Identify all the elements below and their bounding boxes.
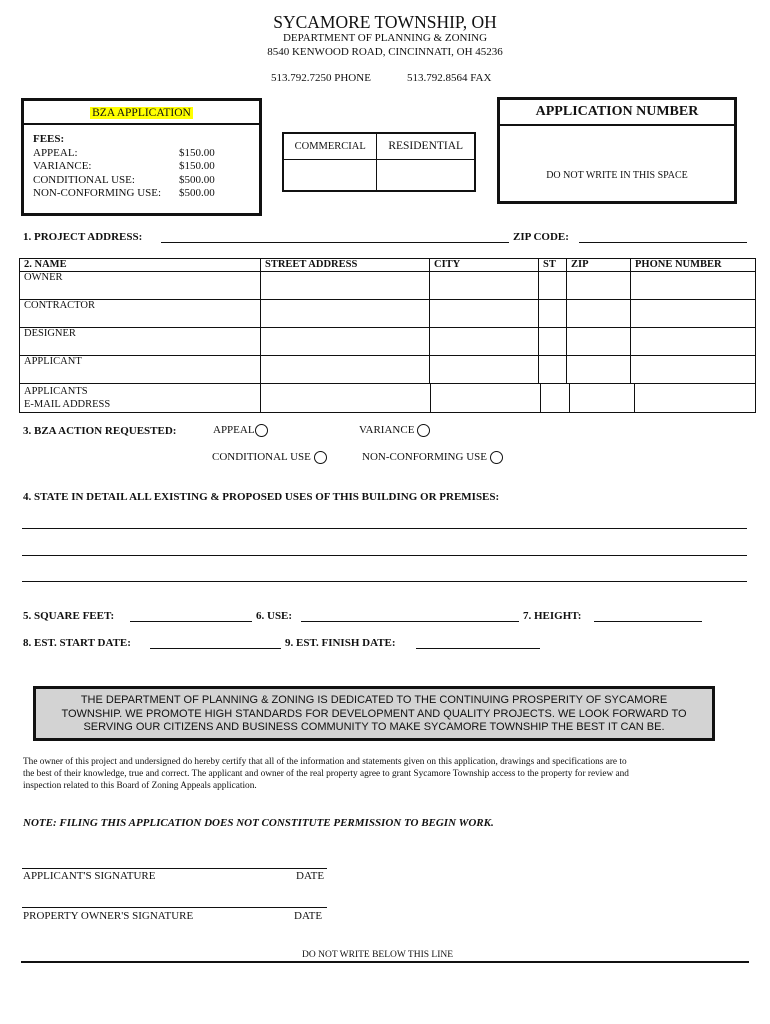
owner-signature-line[interactable] [22, 907, 327, 908]
application-number-title: APPLICATION NUMBER [500, 100, 734, 126]
column-header-state: ST [539, 259, 567, 272]
project-address-label: 1. PROJECT ADDRESS: [23, 231, 143, 243]
footer-divider [21, 961, 749, 963]
applicant-email-cell[interactable] [261, 384, 756, 413]
residential-checkbox[interactable] [377, 159, 475, 191]
applicant-date-label: DATE [296, 870, 325, 882]
table-row [20, 272, 756, 300]
fee-row-variance: VARIANCE: $150.00 [33, 160, 215, 172]
fees-heading: FEES: [33, 133, 65, 145]
application-number-box [497, 97, 737, 204]
applicant-signature-line[interactable] [22, 868, 327, 869]
variance-radio[interactable] [417, 424, 430, 437]
mission-line-2: TOWNSHIP. WE PROMOTE HIGH STANDARDS FOR DEVELOPMENT AND QUALITY PROJECTS. WE LOOK FORWARD TO [61, 707, 687, 720]
property-type-box [282, 132, 476, 192]
row-label-designer: DESIGNER [20, 328, 261, 356]
option-conditional-use[interactable]: CONDITIONAL USE [212, 451, 327, 464]
owner-state-cell[interactable] [539, 272, 567, 300]
row-label-contractor: CONTRACTOR [20, 300, 261, 328]
commercial-option[interactable]: COMMERCIAL [283, 133, 377, 159]
finish-date-label: 9. EST. FINISH DATE: [285, 637, 396, 649]
row-label-owner: OWNER [20, 272, 261, 300]
non-conforming-use-radio[interactable] [490, 451, 503, 464]
mission-statement-box [33, 686, 715, 741]
height-label: 7. HEIGHT: [523, 610, 582, 622]
owner-phone-cell[interactable] [631, 272, 756, 300]
column-header-city: CITY [430, 259, 539, 272]
finish-date-field[interactable] [416, 648, 540, 649]
department-address: 8540 KENWOOD ROAD, CINCINNATI, OH 45236 [267, 46, 503, 58]
designer-city-cell[interactable] [430, 328, 539, 356]
bza-action-label: 3. BZA ACTION REQUESTED: [23, 425, 177, 437]
department-name: DEPARTMENT OF PLANNING & ZONING [282, 32, 488, 44]
use-label: 6. USE: [256, 610, 293, 622]
owner-zip-cell[interactable] [567, 272, 631, 300]
contractor-state-cell[interactable] [539, 300, 567, 328]
applicant-state-cell[interactable] [539, 356, 567, 384]
fee-row-conditional-use: CONDITIONAL USE: $500.00 [33, 173, 215, 186]
bza-fees-box [21, 98, 262, 216]
applicant-phone-cell[interactable] [631, 356, 756, 384]
contractor-phone-cell[interactable] [631, 300, 756, 328]
start-date-field[interactable] [150, 648, 281, 649]
residential-option[interactable]: RESIDENTIAL [377, 133, 475, 159]
column-header-phone: PHONE NUMBER [631, 259, 756, 272]
appeal-radio[interactable] [255, 424, 268, 437]
zip-code-label: ZIP CODE: [513, 231, 569, 243]
option-appeal[interactable]: APPEAL [213, 424, 268, 437]
mission-line-3: SERVING OUR CITIZENS AND BUSINESS COMMUNITY TO MAKE SYCAMORE TOWNSHIP THE BEST IT CAN BE. [83, 721, 665, 733]
owner-date-label: DATE [294, 910, 323, 922]
uses-line-1[interactable] [22, 528, 747, 529]
contractor-zip-cell[interactable] [567, 300, 631, 328]
applicant-zip-cell[interactable] [567, 356, 631, 384]
bza-application-label: BZA APPLICATION [92, 107, 191, 119]
mission-line-1: THE DEPARTMENT OF PLANNING & ZONING IS DEDICATED TO THE CONTINUING PROSPERITY OF SYCAMORE [80, 694, 668, 706]
designer-zip-cell[interactable] [567, 328, 631, 356]
use-field[interactable] [301, 621, 519, 622]
owner-city-cell[interactable] [430, 272, 539, 300]
designer-state-cell[interactable] [539, 328, 567, 356]
option-variance[interactable]: VARIANCE [359, 424, 430, 437]
conditional-use-radio[interactable] [314, 451, 327, 464]
table-row [20, 300, 756, 328]
option-non-conforming-use[interactable]: NON-CONFORMING USE [362, 451, 503, 464]
owner-signature-label: PROPERTY OWNER'S SIGNATURE [23, 910, 194, 922]
designer-phone-cell[interactable] [631, 328, 756, 356]
fee-row-appeal: APPEAL: $150.00 [33, 146, 215, 159]
applicant-city-cell[interactable] [430, 356, 539, 384]
height-field[interactable] [594, 621, 702, 622]
row-label-applicant-email: APPLICANTS E-MAIL ADDRESS [20, 384, 261, 413]
office-use-note: DO NOT WRITE IN THIS SPACE [546, 170, 688, 181]
square-feet-field[interactable] [130, 621, 252, 622]
permission-note: NOTE: FILING THIS APPLICATION DOES NOT CONSTITUTE PERMISSION TO BEGIN WORK. [23, 817, 494, 829]
zip-code-field[interactable] [579, 242, 747, 243]
start-date-label: 8. EST. START DATE: [23, 637, 131, 649]
certification-text: The owner of this project and undersigned do hereby certify that all of the information and statements given on this application, drawings and specifications are to the best of their knowledge, true and correct. The applicant and owner of the real property agree to grant Sycamore Township access to the property for review and inspection related to this Board of Zoning Appeals application. [23, 757, 629, 791]
applicant-street-cell[interactable] [261, 356, 430, 384]
column-header-name: 2. NAME [20, 259, 261, 272]
table-row [20, 384, 756, 413]
table-header-row [20, 259, 756, 272]
fee-row-non-conforming-use: NON-CONFORMING USE: $500.00 [33, 187, 215, 199]
township-title: SYCAMORE TOWNSHIP, OH [273, 12, 497, 32]
uses-line-3[interactable] [22, 581, 747, 582]
phone-number: 513.792.7250 PHONE [271, 72, 371, 84]
designer-street-cell[interactable] [261, 328, 430, 356]
table-row [20, 356, 756, 384]
column-header-street: STREET ADDRESS [261, 259, 430, 272]
square-feet-label: 5. SQUARE FEET: [23, 610, 115, 622]
contractor-street-cell[interactable] [261, 300, 430, 328]
row-label-applicant: APPLICANT [20, 356, 261, 384]
applicant-signature-label: APPLICANT'S SIGNATURE [23, 870, 156, 882]
owner-street-cell[interactable] [261, 272, 430, 300]
office-use-footer-note: DO NOT WRITE BELOW THIS LINE [302, 950, 454, 960]
commercial-checkbox[interactable] [283, 159, 377, 191]
column-header-zip: ZIP [567, 259, 631, 272]
project-address-field[interactable] [161, 242, 509, 243]
table-row [20, 328, 756, 356]
fax-number: 513.792.8564 FAX [407, 72, 492, 84]
uses-description-label: 4. STATE IN DETAIL ALL EXISTING & PROPOSED USES OF THIS BUILDING OR PREMISES: [23, 491, 500, 503]
uses-line-2[interactable] [22, 555, 747, 556]
contractor-city-cell[interactable] [430, 300, 539, 328]
contact-table [19, 258, 756, 413]
